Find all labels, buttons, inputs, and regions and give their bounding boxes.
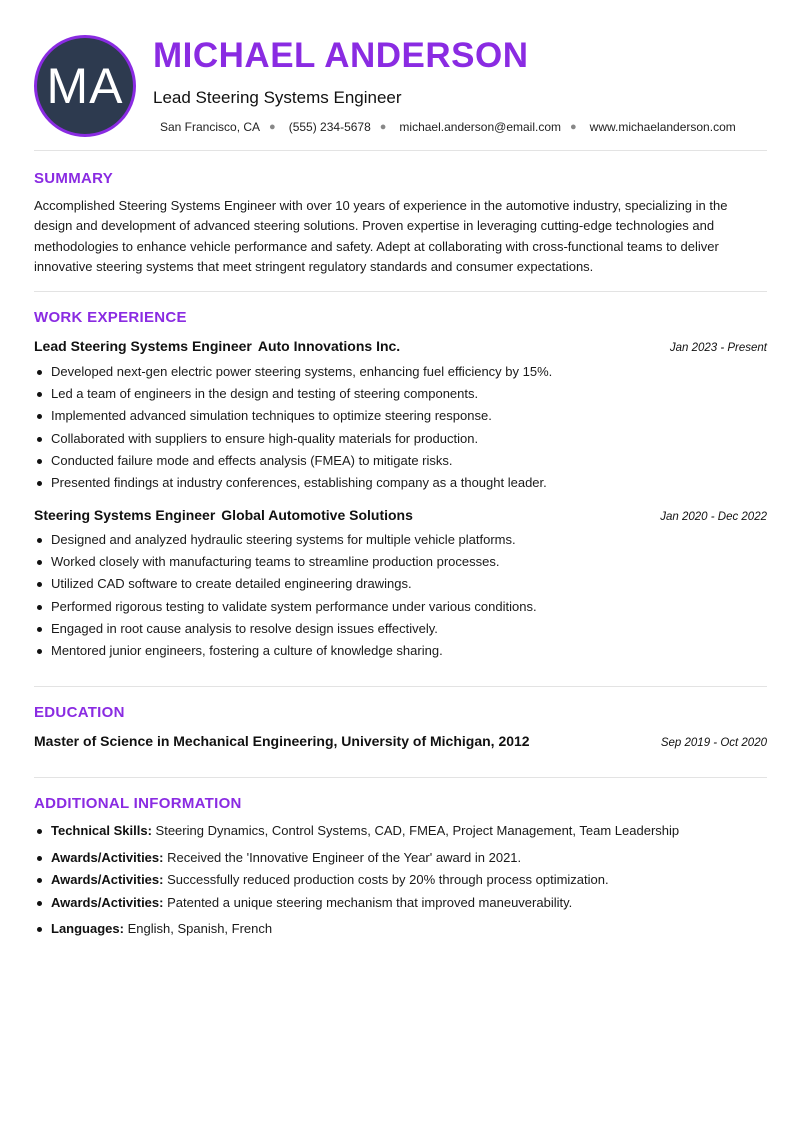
list-item: Utilized CAD software to create detailed engineering drawings. [34,573,537,595]
job-company: Global Automotive Solutions [221,507,413,523]
info-text: Received the 'Innovative Engineer of the Year' award in 2021. [167,849,522,865]
job-title-line [34,507,413,523]
list-item: Developed next-gen electric power steering systems, enhancing fuel efficiency by 15%. [34,361,552,383]
list-item: Performed rigorous testing to validate system performance under various conditions. [34,596,537,618]
info-text: English, Spanish, French [127,921,273,936]
contact-phone: (555) 234-5678 [288,120,371,134]
divider [34,777,767,778]
avatar [34,35,136,137]
job-company: Auto Innovations Inc. [257,338,401,354]
list-item [34,820,679,843]
info-text: Successfully reduced production costs by 20% through process optimization. [167,872,609,887]
job-title: Lead Steering Systems Engineer [34,338,252,354]
list-item [34,869,679,892]
candidate-role: Lead Steering Systems Engineer [153,88,402,107]
contact-line [160,120,736,134]
info-label: Awards/Activities: [51,894,164,910]
job-title: Steering Systems Engineer [34,507,216,523]
list-item: Implemented advanced simulation techniques to optimize steering response. [34,405,552,427]
education-dates: Sep 2019 - Oct 2020 [660,737,767,749]
contact-email[interactable]: michael.anderson@email.com [399,120,562,134]
job-header [34,338,767,354]
info-text: Patented a unique steering mechanism that improved maneuverability. [167,894,573,910]
list-item [34,847,679,870]
contact-website[interactable]: www.michaelanderson.com [589,120,736,134]
list-item: Collaborated with suppliers to ensure high-quality materials for production. [34,428,552,450]
list-item: Conducted failure mode and effects analysis (FMEA) to mitigate risks. [34,450,552,472]
list-item: Worked closely with manufacturing teams to streamline production processes. [34,551,537,573]
divider [34,291,767,292]
info-label: Technical Skills: [51,823,152,838]
job-bullets [34,361,552,494]
info-label: Languages: [51,921,124,936]
list-item: Designed and analyzed hydraulic steering systems for multiple vehicle platforms. [34,529,537,551]
summary-heading: SUMMARY [34,170,114,187]
info-label: Awards/Activities: [51,872,164,887]
bullet-separator-icon: ● [570,121,577,133]
info-label: Awards/Activities: [51,849,164,865]
work-experience-heading: WORK EXPERIENCE [34,309,187,326]
education-entry [34,733,767,749]
job-title-line [34,338,400,354]
education-degree: Master of Science in Mechanical Engineering, University of Michigan, 2012 [34,733,530,749]
list-item [34,892,679,915]
list-item: Presented findings at industry conferences, establishing company as a thought leader. [34,472,552,494]
list-item: Engaged in root cause analysis to resolve design issues effectively. [34,618,537,640]
divider [34,150,767,151]
bullet-separator-icon: ● [379,121,387,133]
additional-info-list [34,820,679,941]
job-dates: Jan 2023 - Present [669,342,767,354]
bullet-separator-icon: ● [269,121,276,133]
contact-location: San Francisco, CA [160,120,261,134]
candidate-name: MICHAEL ANDERSON [153,36,529,75]
additional-info-heading: ADDITIONAL INFORMATION [34,795,242,812]
list-item [34,918,679,941]
list-item: Mentored junior engineers, fostering a culture of knowledge sharing. [34,640,537,662]
job-dates: Jan 2020 - Dec 2022 [660,511,767,523]
education-heading: EDUCATION [34,704,125,721]
summary-text: Accomplished Steering Systems Engineer with over 10 years of experience in the automotive industry, specializing in the design and development of advanced steering solutions. Proven expertise in leveraging cutting-edge technologies and methodologies to enhance vehicle performance and safety. Adept at collaborating with cross-functional teams to deliver innovative steering systems that meet stringent regulatory standards and consumer expectations. [34,198,728,274]
list-item: Led a team of engineers in the design and testing of steering components. [34,383,552,405]
avatar-initials: MA [46,58,124,114]
divider [34,686,767,687]
job-bullets [34,529,537,662]
job-header [34,507,767,523]
info-text: Steering Dynamics, Control Systems, CAD, FMEA, Project Management, Team Leadership [155,823,680,838]
